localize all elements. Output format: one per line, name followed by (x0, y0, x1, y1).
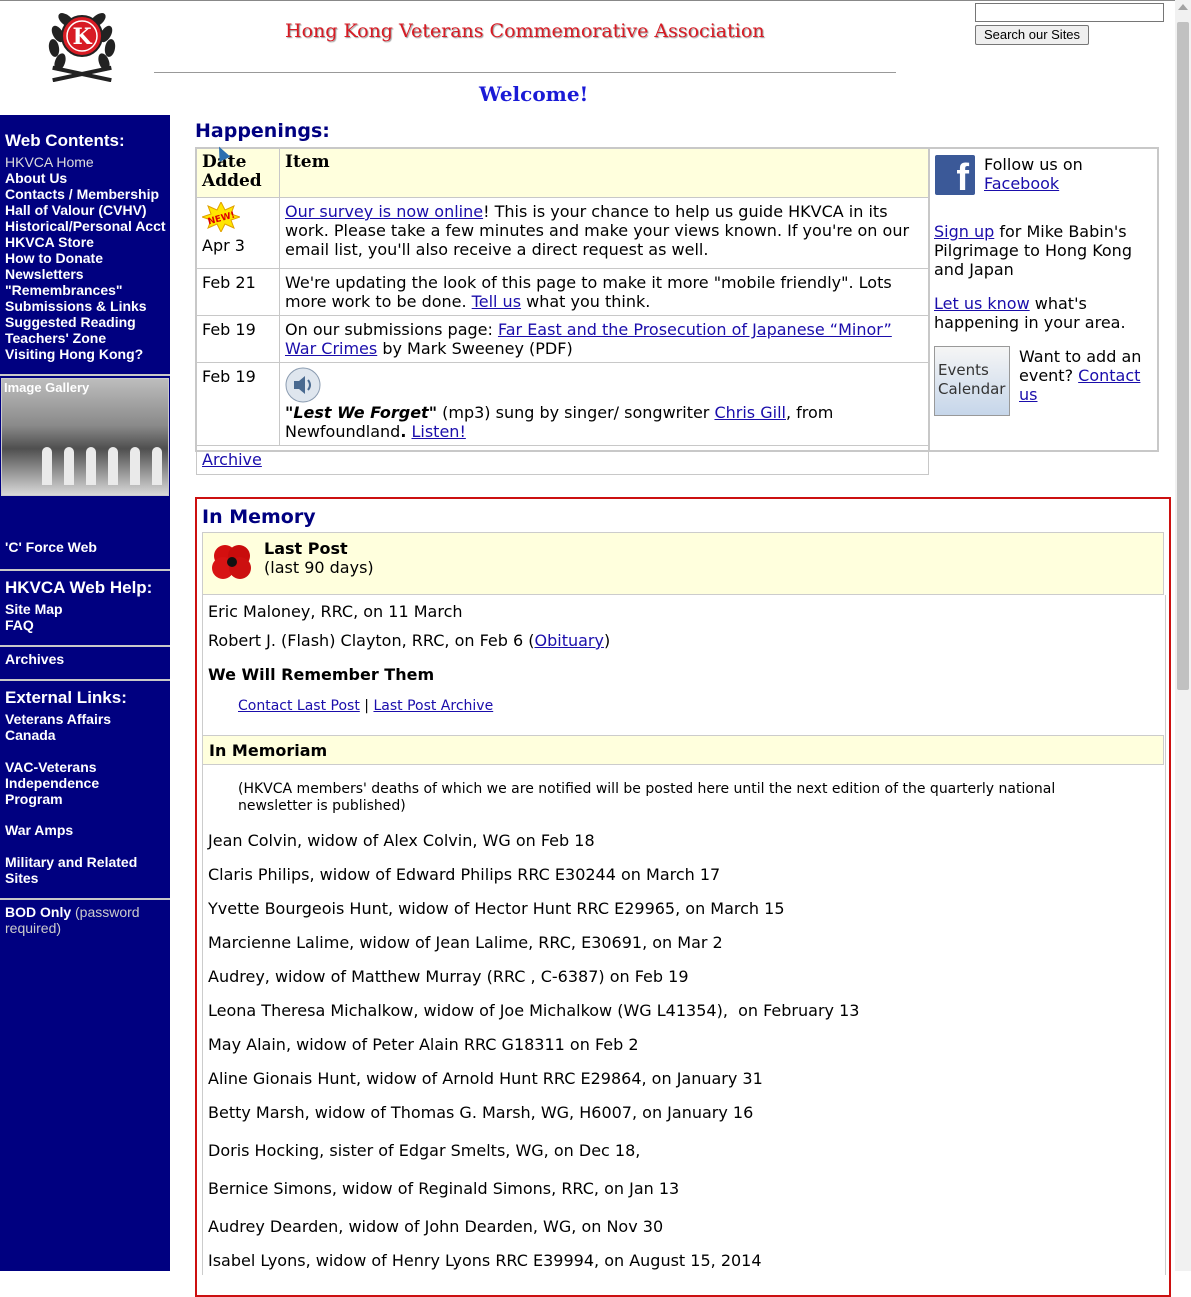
last-post-title: Last Post (264, 539, 348, 558)
sidebar-item-site-map[interactable]: Site Map (5, 601, 63, 617)
col-item-header: Item (280, 149, 929, 198)
table-row (197, 363, 929, 446)
facebook-icon[interactable]: f (935, 155, 975, 195)
row-text: We're updating the look of this page to make it more "mobile friendly". Lots more work to be done. (285, 273, 892, 311)
link-separator: | (364, 698, 369, 714)
letus-text: what's happening in your area. (934, 294, 1126, 332)
image-gallery-thumbnail[interactable] (1, 378, 169, 496)
site-title: Hong Kong Veterans Commemorative Association (285, 20, 765, 42)
web-help-heading: HKVCA Web Help: (5, 578, 153, 597)
last-post-entry (208, 631, 610, 650)
last-post-header (202, 532, 1164, 595)
table-row (197, 446, 929, 475)
last-post-entry: Eric Maloney, RRC, on 11 March (208, 602, 463, 621)
web-contents-heading: Web Contents: (5, 131, 125, 150)
events-block (1019, 347, 1154, 404)
happenings-heading: Happenings: (195, 120, 330, 142)
sidebar-divider (0, 679, 170, 681)
row-text: , from Newfoundland (285, 403, 834, 441)
memoriam-entry: Leona Theresa Michalkow, widow of Joe Michalkow (WG L41354), on February 13 (208, 1001, 860, 1020)
row-date: Apr 3 (202, 236, 245, 255)
sidebar-item-about[interactable]: About Us (5, 170, 68, 186)
tell-us-link[interactable]: Tell us (471, 292, 522, 311)
row-item-cell (280, 363, 929, 446)
war-crimes-pdf-link[interactable]: Far East and the Prosecution of Japanese “Minor” War Crimes (285, 320, 892, 358)
song-title: "Lest We Forget" (285, 403, 438, 422)
image-gallery-label: Image Gallery (4, 380, 90, 395)
happenings-table (196, 148, 929, 475)
hkvca-logo[interactable] (44, 4, 120, 82)
table-row (197, 316, 929, 363)
sidebar-item-faq[interactable]: FAQ (5, 617, 34, 633)
entry-text: Robert J. (Flash) Clayton, RRC, on Feb 6 ( (208, 631, 535, 650)
signup-block (934, 222, 1154, 279)
row-dot: . (400, 422, 407, 441)
memoriam-entry: Isabel Lyons, widow of Henry Lyons RRC E39994, on August 15, 2014 (208, 1251, 762, 1270)
signup-text: for Mike Babin's Pilgrimage to Hong Kong and Japan (934, 222, 1132, 279)
col-date-header: Date Added (197, 149, 280, 198)
row-item-cell (280, 316, 929, 363)
memoriam-entry: Marcienne Lalime, widow of Jean Lalime, RRC, E30691, on Mar 2 (208, 933, 723, 952)
table-row (197, 198, 929, 269)
sidebar-item-war-amps[interactable]: War Amps (5, 822, 74, 838)
bod-note: (password required) (5, 904, 140, 936)
sidebar-item-submissions[interactable]: Submissions & Links (5, 298, 147, 314)
events-calendar-image[interactable] (934, 346, 1010, 416)
in-memory-heading: In Memory (202, 506, 316, 528)
bod-label[interactable]: BOD Only (5, 904, 72, 920)
scroll-up-arrow-icon[interactable] (1178, 4, 1188, 10)
sidebar-divider (0, 569, 170, 571)
sidebar-item-visiting[interactable]: Visiting Hong Kong? (5, 346, 144, 362)
logo-letter: K (72, 24, 92, 50)
survey-link[interactable]: Our survey is now online (285, 202, 484, 221)
sidebar-item-vac[interactable]: Veterans Affairs Canada (5, 711, 112, 743)
obituary-link[interactable]: Obituary (534, 631, 604, 650)
sidebar-item-contacts[interactable]: Contacts / Membership (5, 186, 160, 202)
sidebar-item-newsletters[interactable]: Newsletters (5, 266, 84, 282)
welcome-heading: Welcome! (479, 82, 589, 106)
grave-shape (108, 447, 118, 485)
row-date: Feb 19 (197, 316, 280, 363)
sidebar-item-hall-of-valour[interactable]: Hall of Valour (CVHV) (5, 202, 147, 218)
contact-us-link[interactable]: Contact us (1019, 366, 1141, 404)
archive-cell (197, 446, 929, 475)
memoriam-entry: Aline Gionais Hunt, widow of Arnold Hunt RRC E29864, on January 31 (208, 1069, 763, 1088)
memoriam-entry: May Alain, widow of Peter Alain RRC G18311 on Feb 2 (208, 1035, 639, 1054)
memoriam-entry: Claris Philips, widow of Edward Philips RRC E30244 on March 17 (208, 865, 721, 884)
listen-link[interactable]: Listen! (411, 422, 466, 441)
table-header-row (197, 149, 929, 198)
sidebar-item-bod[interactable] (5, 904, 155, 936)
header-divider (154, 72, 896, 73)
external-links-heading: External Links: (5, 688, 127, 707)
events-img-top: Events (938, 361, 989, 379)
grave-shape (64, 447, 74, 485)
remember-heading: We Will Remember Them (208, 665, 435, 684)
signup-link[interactable]: Sign up (934, 222, 995, 241)
memoriam-entry: Doris Hocking, sister of Edgar Smelts, WG, on Dec 18, (208, 1141, 641, 1160)
facebook-link[interactable]: Facebook (984, 174, 1060, 193)
grave-shape (86, 447, 96, 485)
row-text: by Mark Sweeney (PDF) (377, 339, 573, 358)
sidebar-item-c-force[interactable]: 'C' Force Web (5, 539, 97, 555)
let-us-know-link[interactable]: Let us know (934, 294, 1030, 313)
row-item-cell (280, 198, 929, 269)
row-item-cell (280, 269, 929, 316)
grave-shape (152, 447, 162, 485)
row-text: what you think. (521, 292, 651, 311)
grave-shape (42, 447, 52, 485)
last-post-archive-link[interactable]: Last Post Archive (373, 698, 494, 714)
poppy-icon (211, 542, 253, 582)
new-badge-text: NEW! (206, 210, 237, 228)
scrollbar-thumb[interactable] (1177, 22, 1189, 690)
memoriam-entry: Jean Colvin, widow of Alex Colvin, WG on Feb 18 (208, 831, 595, 850)
sidebar-item-military-sites[interactable]: Military and Related Sites (5, 854, 138, 886)
happenings-right-column (929, 149, 1158, 450)
last-post-links (238, 698, 493, 714)
sidebar-item-archives[interactable]: Archives (5, 651, 65, 667)
top-border (0, 0, 1191, 1)
sidebar-item-home[interactable]: HKVCA Home (5, 154, 94, 170)
speaker-icon[interactable] (285, 367, 321, 403)
table-row (197, 269, 929, 316)
row-text: On our submissions page: (285, 320, 498, 339)
row-date-cell (197, 198, 280, 269)
search-input[interactable] (975, 3, 1164, 22)
sidebar-divider (0, 645, 170, 647)
follow-text: Follow us on (984, 155, 1083, 174)
sidebar-item-donate[interactable]: How to Donate (5, 250, 103, 266)
memoriam-entry: Betty Marsh, widow of Thomas G. Marsh, WG, H6007, on January 16 (208, 1103, 754, 1122)
grave-shape (130, 447, 140, 485)
chris-gill-link[interactable]: Chris Gill (714, 403, 786, 422)
memoriam-entry: Yvette Bourgeois Hunt, widow of Hector Hunt RRC E29965, on March 15 (208, 899, 785, 918)
in-memoriam-title: In Memoriam (209, 741, 328, 760)
memoriam-entry: Audrey Dearden, widow of John Dearden, WG, on Nov 30 (208, 1217, 664, 1236)
sidebar-divider (0, 374, 170, 376)
new-badge-icon (202, 202, 240, 232)
sidebar-item-vac-vip[interactable]: VAC-Veterans Independence Program (5, 759, 100, 807)
sidebar-item-reading[interactable]: Suggested Reading (5, 314, 136, 330)
memoriam-entry: Bernice Simons, widow of Reginald Simons, RRC, on Jan 13 (208, 1179, 680, 1198)
events-img-bottom: Calendar (938, 380, 1006, 398)
sidebar-item-historical[interactable]: Historical/Personal Acct (5, 218, 166, 234)
contact-last-post-link[interactable]: Contact Last Post (238, 698, 360, 714)
row-date: Feb 21 (197, 269, 280, 316)
last-post-subtitle: (last 90 days) (264, 558, 374, 577)
follow-us (984, 155, 1083, 193)
sidebar-item-teachers[interactable]: Teachers' Zone (5, 330, 107, 346)
in-memoriam-header (202, 735, 1164, 765)
search-button[interactable]: Search our Sites (975, 25, 1089, 45)
archive-link[interactable]: Archive (202, 450, 262, 469)
events-text: Want to add an event? (1019, 347, 1142, 385)
entry-close: ) (603, 631, 611, 650)
row-text: (mp3) sung by singer/ songwriter (437, 403, 715, 422)
row-text: ! This is your chance to help us guide HKVCA in its work. Please take a few minutes and make your views known. If you're on our email list, you'll also receive a direct request as well. (285, 202, 910, 259)
letus-block (934, 294, 1154, 332)
sidebar-item-store[interactable]: HKVCA Store (5, 234, 94, 250)
in-memoriam-note: (HKVCA members' deaths of which we are notified will be posted here until the next edition of the quarterly national newsletter is published) (238, 781, 1056, 814)
sidebar-divider (0, 898, 170, 900)
memoriam-entry: Audrey, widow of Matthew Murray (RRC , C-6387) on Feb 19 (208, 967, 689, 986)
sidebar (0, 115, 170, 1271)
sidebar-item-remembrances[interactable]: "Remembrances" (5, 282, 123, 298)
row-date: Feb 19 (197, 363, 280, 446)
